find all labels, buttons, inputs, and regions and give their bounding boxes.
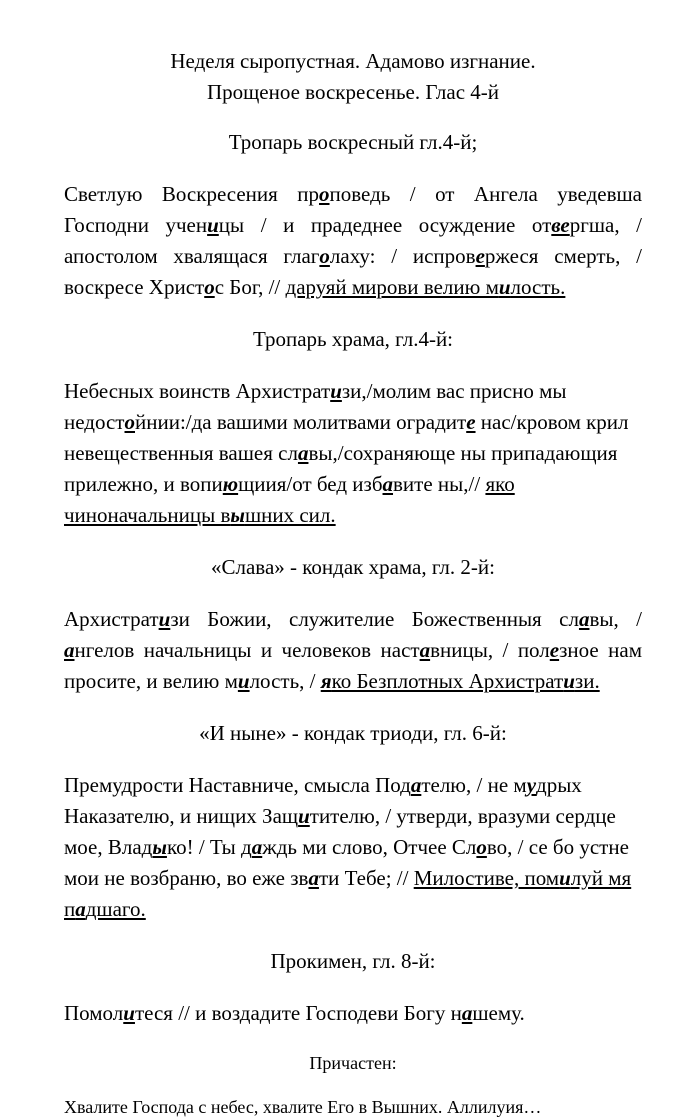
accented-text-segment: ко Безплотных Архистрат <box>331 669 564 693</box>
accented-text-segment: и <box>559 866 571 890</box>
accented-text-segment: а <box>382 472 394 496</box>
paragraph-prichasten <box>64 1094 642 1120</box>
text-segment: ждь ми слово, Отчее Сл <box>262 835 477 859</box>
text-segment: во, / се бо устне мои не возбраню, во еже зв <box>64 835 629 890</box>
accented-text-segment: а <box>251 835 263 859</box>
text-segment: вы, / <box>589 607 642 631</box>
text-segment: щиия/от бед изб <box>238 472 383 496</box>
accented-text-segment: о <box>124 410 135 434</box>
text-segment: зи,/молим вас присно мы недост <box>64 379 567 434</box>
text-segment: Светлую Воскресения пр <box>64 182 320 206</box>
accented-text-segment: шних сил. <box>244 503 336 527</box>
paragraph-troparion-temple <box>64 376 642 531</box>
accented-text-segment: о <box>319 244 330 268</box>
accented-text-segment: о <box>319 182 330 206</box>
text-segment: нгелов начальницы и человеков наст <box>74 638 420 662</box>
accented-text-segment: и <box>330 379 342 403</box>
accented-text-segment: ю <box>222 472 239 496</box>
section-slava-kondak-temple <box>64 552 642 697</box>
text-segment: Архистрат <box>64 607 159 631</box>
text-segment: нас/кровом крил невещественныя вашея сл <box>64 410 629 465</box>
section-troparion-temple <box>64 324 642 531</box>
accented-text-segment: е <box>466 410 476 434</box>
accented-text-segment: я <box>320 669 332 693</box>
text-segment: теся // и воздадите Господеви Богу н <box>134 1001 462 1025</box>
accented-text-segment: а <box>410 773 422 797</box>
section-prichasten <box>64 1050 642 1120</box>
accented-text-segment: зи. <box>574 669 600 693</box>
document-title-line-2: Прощеное воскресенье. Глас 4-й <box>206 80 500 104</box>
text-segment: Небесных воинств Архистрат <box>64 379 331 403</box>
accented-text-segment: ы <box>230 503 245 527</box>
section-heading-slava-kondak-temple: «Слава» - кондак храма, гл. 2-й: <box>211 555 495 579</box>
text-segment: Хвалите Господа с небес, хвалите Его в Вышних. Аллилуия… <box>64 1097 542 1117</box>
section-heading-troparion-sunday: Тропарь воскресный гл.4-й; <box>228 130 478 154</box>
accented-text-segment: е <box>549 638 560 662</box>
text-segment: вницы, / пол <box>430 638 550 662</box>
paragraph-inyne-kondak-triodi <box>64 770 642 925</box>
accented-text-segment: а <box>64 638 75 662</box>
accented-text-segment: луй мя п <box>64 866 632 921</box>
document-title-line-1: Неделя сыропустная. Адамово изгнание. <box>170 49 536 73</box>
accented-text-segment: а <box>75 897 86 921</box>
accented-text-segment: яко чиноначальницы в <box>64 472 515 527</box>
accented-text-segment: и <box>498 275 511 299</box>
text-segment: зи Божии, служителие Божественныя сл <box>170 607 579 631</box>
accented-text-segment: и <box>237 669 250 693</box>
section-heading-inyne-kondak-triodi: «И ныне» - кондак триоди, гл. 6-й: <box>199 721 507 745</box>
document-title <box>64 46 642 108</box>
text-segment: Помол <box>64 1001 124 1025</box>
text-segment: лаху: / испров <box>329 244 476 268</box>
accented-text-segment: а <box>578 607 590 631</box>
paragraph-prokimen <box>64 998 642 1029</box>
text-segment: дрых Наказателю, и нищих Защ <box>64 773 582 828</box>
accented-text-segment: и <box>158 607 171 631</box>
accented-text-segment: и <box>123 1001 135 1025</box>
text-segment: тителю, / утверди, вразуми сердце мое, Влад <box>64 804 616 859</box>
accented-text-segment: даруяй мирови велию м <box>285 275 499 299</box>
text-segment: вы,/сохраняюще ны припадающия прилежно, и вопи <box>64 441 618 496</box>
text-segment: цы / и прадеднее осуждение от <box>218 213 552 237</box>
text-segment: вите ны,// <box>393 472 486 496</box>
paragraph-troparion-sunday <box>64 179 642 303</box>
accented-text-segment: о <box>204 275 215 299</box>
section-heading-prokimen: Прокимен, гл. 8-й: <box>270 949 436 973</box>
accented-text-segment: е <box>475 244 485 268</box>
accented-text-segment: а <box>308 866 319 890</box>
text-segment: лость, / <box>249 669 321 693</box>
accented-text-segment: о <box>476 835 487 859</box>
text-segment: телю, / не м <box>421 773 527 797</box>
text-segment: зное нам просите, и велию м <box>64 638 643 693</box>
accented-text-segment: дшаго. <box>85 897 146 921</box>
accented-text-segment: и <box>207 213 219 237</box>
text-segment: поведь / от Ангела уведевша Господни учен <box>64 182 642 237</box>
text-segment: шему. <box>472 1001 525 1025</box>
section-heading-troparion-temple: Тропарь храма, гл.4-й: <box>252 327 454 351</box>
accented-text-segment: ы <box>152 835 167 859</box>
accented-text-segment: а <box>461 1001 473 1025</box>
accented-text-segment: и <box>298 804 310 828</box>
section-troparion-sunday <box>64 127 642 303</box>
accented-text-segment: а <box>297 441 309 465</box>
paragraph-slava-kondak-temple <box>64 604 642 697</box>
text-segment: ти Тебе; // <box>318 866 414 890</box>
accented-text-segment: у <box>526 773 537 797</box>
accented-text-segment: Милостиве, пом <box>413 866 560 890</box>
text-segment: ко! / Ты д <box>166 835 252 859</box>
section-prokimen <box>64 946 642 1029</box>
text-segment: ржеся смерть, / воскресе Христ <box>64 244 642 299</box>
text-segment: йнии:/да вашими молитвами оградит <box>135 410 467 434</box>
accented-text-segment: и <box>563 669 575 693</box>
accented-text-segment: ве <box>551 213 570 237</box>
accented-text-segment: а <box>419 638 431 662</box>
text-segment: с Бог, // <box>214 275 286 299</box>
section-heading-prichasten: Причастен: <box>309 1053 397 1073</box>
text-segment: ргша, / апостолом хвалящася глаг <box>64 213 642 268</box>
text-segment: Премудрости Наставниче, смысла Под <box>64 773 411 797</box>
section-inyne-kondak-triodi <box>64 718 642 925</box>
accented-text-segment: лость. <box>510 275 566 299</box>
